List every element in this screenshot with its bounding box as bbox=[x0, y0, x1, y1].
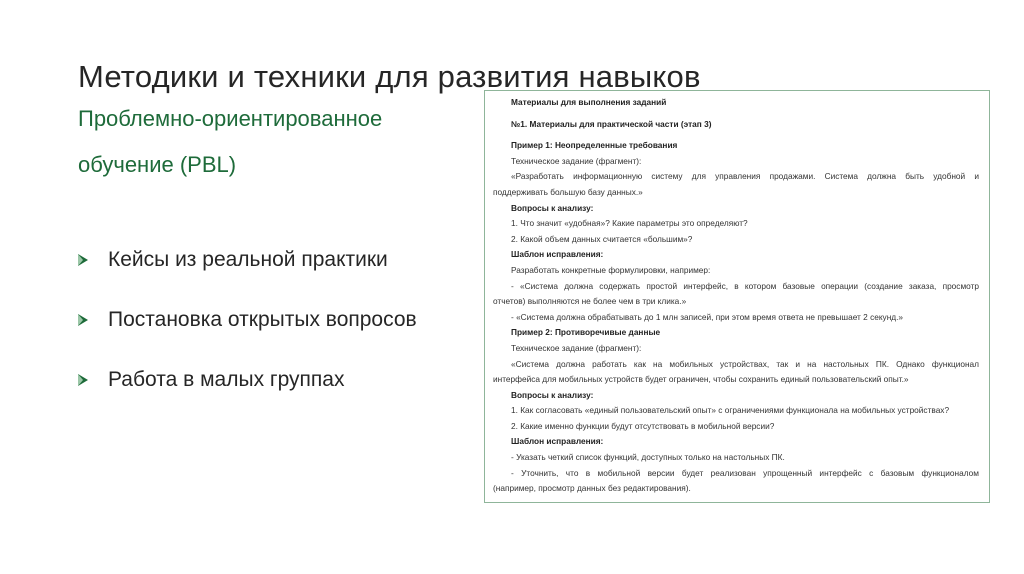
triangle-bullet-icon bbox=[78, 374, 88, 386]
bullet-item bbox=[78, 365, 417, 395]
doc-list-item: - Уточнить, что в мобильной версии будет реализован упрощенный интерфейс с базовым функционалом bbox=[511, 467, 979, 478]
doc-text: Разработать конкретные формулировки, например: bbox=[511, 264, 711, 275]
subtitle-line: обучение (PBL) bbox=[78, 152, 237, 177]
document-excerpt bbox=[484, 90, 990, 503]
doc-subheading: Шаблон исправления: bbox=[511, 249, 604, 260]
doc-text: интерфейса для мобильных устройств будет ограничен, чтобы сохранить единый пользовательский опыт.» bbox=[493, 374, 909, 385]
bullet-text: Постановка открытых вопросов bbox=[108, 308, 417, 331]
subtitle bbox=[78, 96, 458, 188]
doc-list-item: 2. Какие именно функции будут отсутствовать в мобильной версии? bbox=[511, 420, 775, 431]
doc-list-item: - «Система должна содержать простой интерфейс, в котором базовые операции (создание заказа, просмотр bbox=[511, 280, 979, 291]
doc-list-item: - Указать четкий список функций, доступных только на настольных ПК. bbox=[511, 452, 785, 463]
example-title: Пример 1: Неопределенные требования bbox=[511, 140, 678, 151]
bullet-item bbox=[78, 245, 417, 275]
doc-section-title: №1. Материалы для практической части (этап 3) bbox=[511, 118, 712, 129]
example-title: Пример 2: Противоречивые данные bbox=[511, 327, 661, 338]
doc-text: Техническое задание (фрагмент): bbox=[511, 342, 642, 353]
page-title: Методики и техники для развития навыков bbox=[78, 58, 701, 94]
doc-list-item: 1. Как согласовать «единый пользовательский опыт» с ограничениями функционала на мобильных устройствах? bbox=[511, 405, 950, 416]
doc-heading: Материалы для выполнения заданий bbox=[511, 97, 667, 107]
doc-list-item: - «Система должна обрабатывать до 1 млн записей, при этом время ответа не превышает 2 секунд.» bbox=[511, 311, 904, 322]
doc-text: поддерживать большую базу данных.» bbox=[493, 186, 643, 197]
doc-text: «Разработать информационную систему для управления продажами. Система должна быть удобной и bbox=[511, 171, 979, 182]
doc-subheading: Шаблон исправления: bbox=[511, 436, 604, 447]
doc-text: «Система должна работать как на мобильных устройствах, так и на настольных ПК. Однако функционал bbox=[511, 358, 979, 369]
doc-text: Техническое задание (фрагмент): bbox=[511, 155, 642, 166]
subtitle-line: Проблемно-ориентированное bbox=[78, 106, 383, 131]
doc-subheading: Вопросы к анализу: bbox=[511, 389, 594, 400]
doc-text: (например, просмотр данных без редактирования). bbox=[493, 483, 691, 494]
doc-text: отчетов) выполняются не более чем в три клика.» bbox=[493, 296, 687, 307]
doc-list-item: 2. Какой объем данных считается «большим»? bbox=[511, 233, 693, 244]
doc-list-item: 1. Что значит «удобная»? Какие параметры это определяют? bbox=[511, 218, 748, 229]
bullet-item bbox=[78, 305, 417, 335]
bullet-text: Работа в малых группах bbox=[108, 368, 345, 391]
bullet-text: Кейсы из реальной практики bbox=[108, 248, 388, 271]
doc-subheading: Вопросы к анализу: bbox=[511, 202, 594, 213]
bullet-list bbox=[78, 245, 417, 425]
triangle-bullet-icon bbox=[78, 314, 88, 326]
triangle-bullet-icon bbox=[78, 254, 88, 266]
